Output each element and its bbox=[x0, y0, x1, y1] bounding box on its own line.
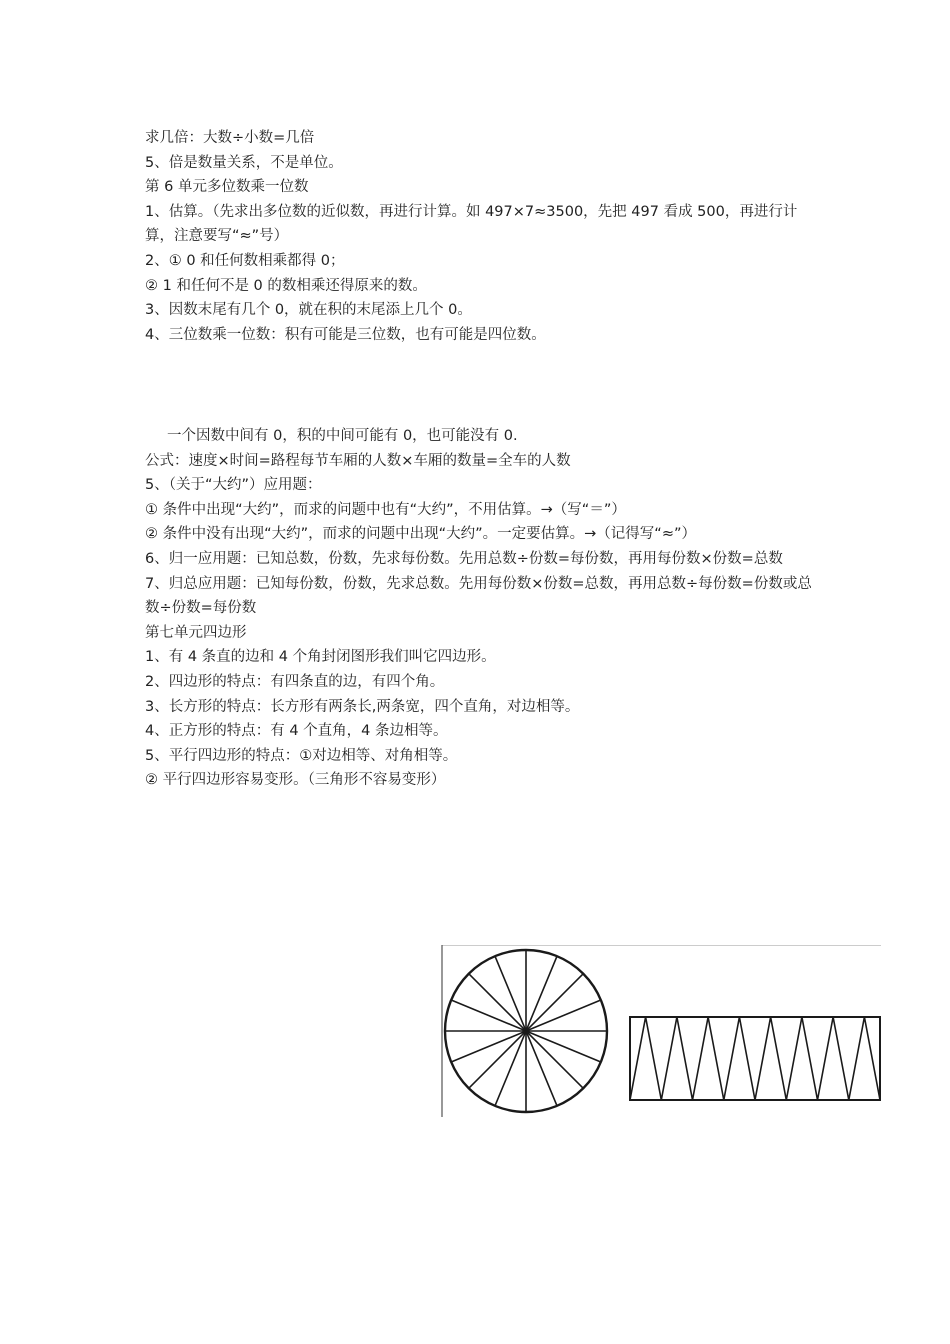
text-line: 5、（关于“大约”）应用题： bbox=[145, 477, 322, 494]
text-line: 3、因数末尾有几个 0，就在积的末尾添上几个 0。 bbox=[145, 302, 472, 319]
text-line: ② 条件中没有出现“大约”，而求的问题中出现“大约”。一定要估算。→（记得写“≈”） bbox=[145, 526, 696, 543]
text-line: 5、倍是数量关系，不是单位。 bbox=[145, 154, 343, 171]
text-line: ② 平行四边形容易变形。（三角形不容易变形） bbox=[145, 772, 446, 789]
notes-block-bottom bbox=[145, 424, 815, 793]
text-line: 1、有 4 条直的边和 4 个角封闭图形我们叫它四边形。 bbox=[145, 649, 496, 666]
notes-block-top bbox=[145, 126, 815, 347]
zigzag-line bbox=[630, 1017, 880, 1100]
zigzag-rectangle bbox=[630, 1017, 880, 1100]
divided-circle bbox=[445, 950, 607, 1112]
text-line: 2、四边形的特点：有四条直的边，有四个角。 bbox=[145, 673, 445, 690]
zigzag-frame bbox=[630, 1017, 880, 1100]
text-line: 2、① 0 和任何数相乘都得 0； bbox=[145, 252, 345, 269]
text-line: 求几倍：大数÷小数=几倍 bbox=[145, 130, 315, 146]
circle-to-rectangle-figure bbox=[441, 945, 881, 1117]
text-line: 3、长方形的特点：长方形有两条长,两条宽，四个直角，对边相等。 bbox=[145, 698, 580, 715]
formula-line: 公式：速度×时间=路程每节车厢的人数×车厢的数量=全车的人数 bbox=[145, 452, 571, 469]
text-line: 一个因数中间有 0，积的中间可能有 0，也可能没有 0. bbox=[167, 428, 518, 444]
text-line: 1、估算。（先求出多位数的近似数，再进行计算。如 497×7≈3500，先把 497 看成 500，再进行计算，注意要写“≈”号） bbox=[145, 203, 798, 245]
text-line: 4、正方形的特点：有 4 个直角，4 条边相等。 bbox=[145, 723, 448, 740]
section-heading: 第七单元四边形 bbox=[145, 624, 247, 641]
text-line: 6、归一应用题：已知总数，份数，先求每份数。先用总数÷份数=每份数，再用每份数×份数=总数 bbox=[145, 550, 783, 567]
text-line: ② 1 和任何不是 0 的数相乘还得原来的数。 bbox=[145, 277, 427, 294]
figure-svg bbox=[441, 945, 881, 1117]
section-heading: 第 6 单元多位数乘一位数 bbox=[145, 179, 309, 196]
text-line: ① 条件中出现“大约”，而求的问题中也有“大约”，不用估算。→（写“＝”） bbox=[145, 501, 626, 518]
text-line: 7、归总应用题：已知每份数，份数，先求总数。先用每份数×份数=总数，再用总数÷每份数=份数或总数÷份数=每份数 bbox=[145, 575, 812, 617]
text-line: 4、三位数乘一位数：积有可能是三位数，也有可能是四位数。 bbox=[145, 326, 546, 343]
text-line: 5、平行四边形的特点：①对边相等、对角相等。 bbox=[145, 747, 458, 764]
